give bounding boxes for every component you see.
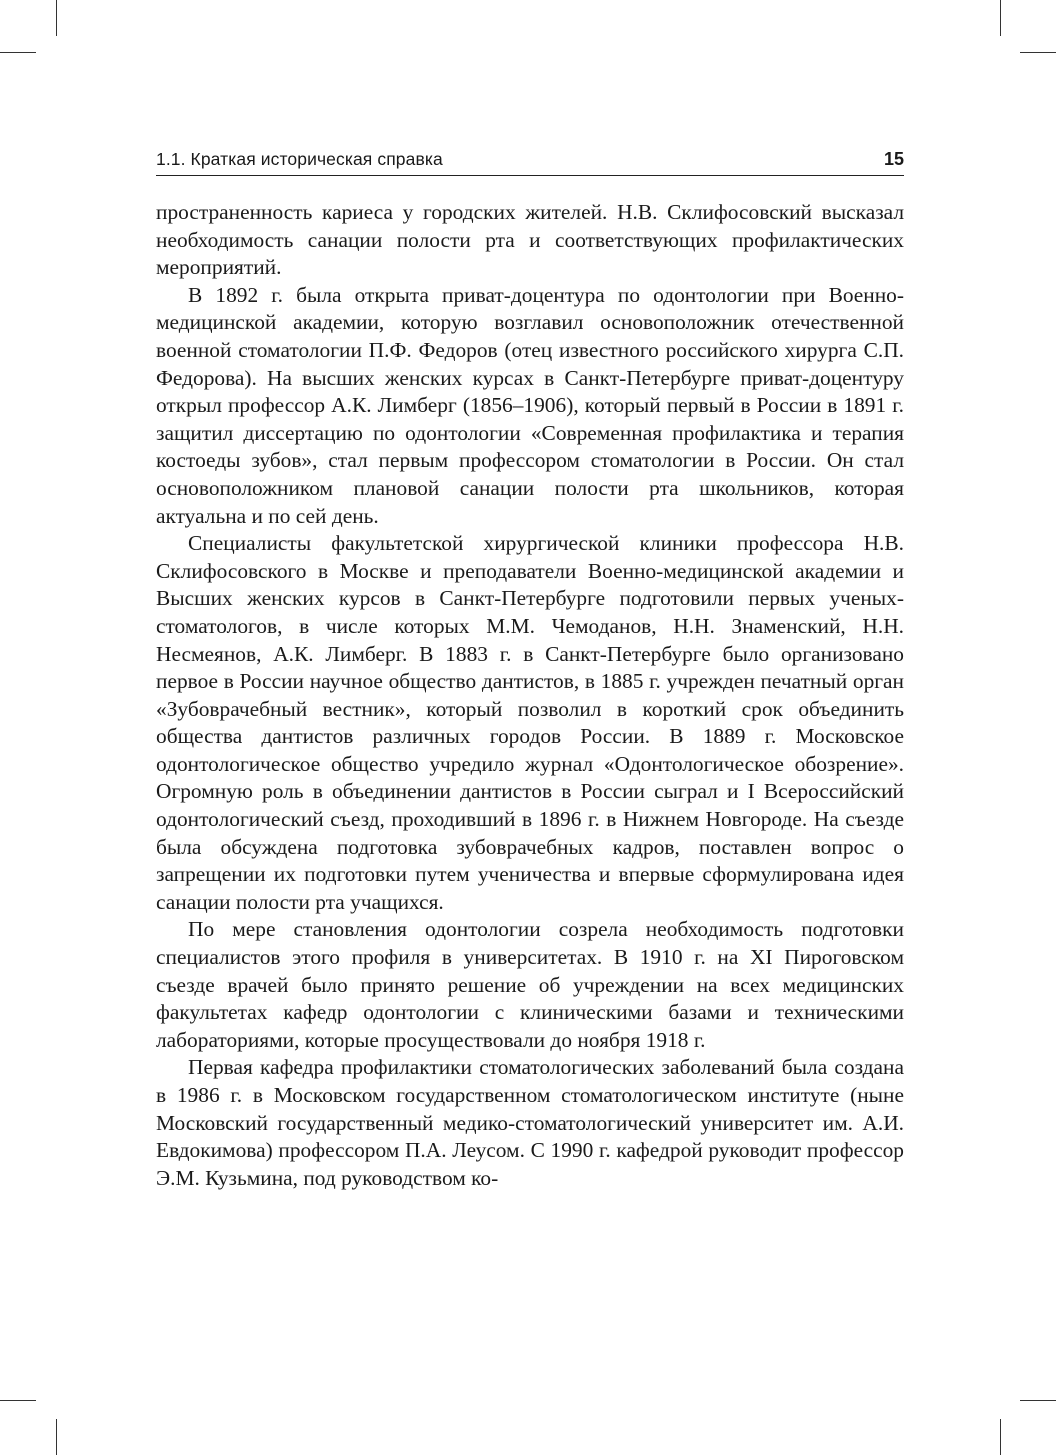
crop-mark: [56, 1419, 57, 1455]
crop-mark: [56, 0, 57, 36]
crop-mark: [1020, 52, 1056, 53]
paragraph: пространенность кариеса у городских жителей. Н.В. Склифосовский высказал необходимость санации полости рта и соответствующих профилактических мероприятий.: [156, 200, 904, 280]
paragraph: В 1892 г. была открыта приват-доцентура по одонтологии при Военно-медицинской академии, которую возглавил основоположник отечественной военной стоматологии П.Ф. Федоров (отец известного российского хирурга С.П. Федорова). На высших женских курсах в Санкт-Петербурге приват-доцентуру открыл профессор А.К. Лимберг (1856–1906), который первый в России в 1891 г. защитил диссертацию по одонтологии «Современная профилактика и терапия костоеды зубов», стал первым профессором стоматологии в России. Он стал основоположником плановой санации полости рта школьников, которая актуальна и по сей день.: [156, 282, 904, 528]
crop-mark: [1020, 1400, 1056, 1401]
page-header: [156, 146, 904, 176]
paragraph: По мере становления одонтологии созрела необходимость подготовки специалистов этого профиля в университетах. В 1910 г. на XI Пироговском съезде врачей было принято решение об учреждении на всех медицинских факультетах кафедр одонтологии с клиническими базами и техническими лабораториями, которые просуществовали до ноября 1918 г.: [156, 917, 904, 1052]
paragraph: Специалисты факультетской хирургической клиники профессора Н.В. Склифосовского в Москве и преподаватели Военно-медицинской академии и Высших женских курсов в Санкт-Петербурге подготовили первых ученых-стоматологов, в числе которых М.М. Чемоданов, Н.Н. Знаменский, Н.Н. Несмеянов, А.К. Лимберг. В 1883 г. в Санкт-Петербурге было организовано первое в России научное общество дантистов, в 1885 г. учрежден печатный орган «Зубоврачебный вестник», который позволил в короткий срок объединить общества дантистов различных городов России. В 1889 г. Московское одонтологическое общество учредило журнал «Одонтологическое обозрение». Огромную роль в объединении дантистов в России сыграл и I Всероссийский одонтологический съезд, проходивший в 1896 г. в Нижнем Новгороде. На съезде была обсуждена подготовка зубоврачебных кадров, поставлен вопрос о запрещении их подготовки путем ученичества и впервые сформулирована идея санации полости рта учащихся.: [156, 531, 904, 914]
body-text: [156, 199, 904, 1192]
paragraph: Первая кафедра профилактики стоматологических заболеваний была создана в 1986 г. в Московском государственном стоматологическом институте (ныне Московский государственный медико-стоматологический университет им. А.И. Евдокимова) профессором П.А. Леусом. С 1990 г. кафедрой руководит профессор Э.М. Кузьмина, под руководством ко-: [156, 1055, 904, 1190]
crop-mark: [1000, 1419, 1001, 1455]
crop-mark: [0, 1400, 36, 1401]
running-title: 1.1. Краткая историческая справка: [156, 149, 443, 169]
crop-mark: [0, 52, 36, 53]
crop-mark: [1000, 0, 1001, 36]
page-number: 15: [883, 149, 904, 169]
